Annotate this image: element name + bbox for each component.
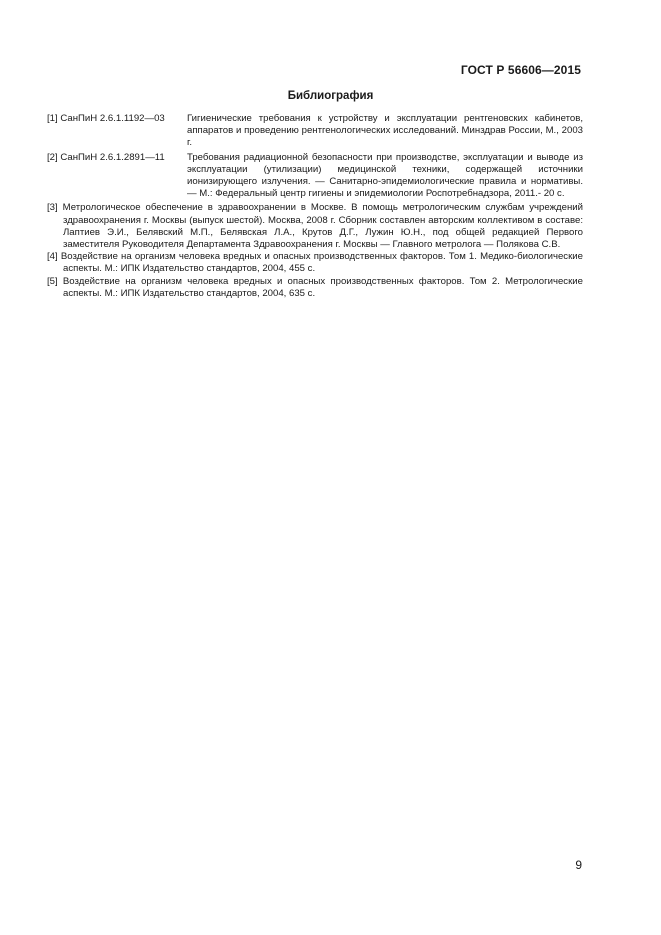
page-number: 9 [575,858,582,872]
entry-text: Требования радиационной безопасности при производстве, эксплуатации и выводе из эксплуатации (утилизации) медицинской техники, содержащей источники ионизирующего излучения. — Санитарно-эпидемиологические правила и нормативы. — М.: Федеральный центр гигиены и эпидемиологии Роспотребнадзора, 2011.- 20 с. [187,151,583,200]
bibliography-entry-3 [47,202,583,251]
entry-text: Гигиенические требования к устройству и эксплуатации рентгеновских кабинетов, аппаратов и проведению рентгенологических исследований. Минздрав России, М., 2003 г. [187,113,583,149]
entry-number: [1] [47,113,58,124]
entry-code: СанПиН 2.6.1.2891—11 [60,151,165,163]
entry-code: СанПиН 2.6.1.1192—03 [60,113,165,124]
standard-designation: ГОСТ Р 56606—2015 [460,63,581,77]
entry-text: Воздействие на организм человека вредных и опасных производственных факторов. Том 2. Метрологические аспекты. М.: ИПК Издательство стандартов, 2004, 635 с. [62,275,584,299]
bibliography-entry-5 [47,276,583,300]
entry-number: [4] [47,251,58,263]
entry-number: [3] [47,202,58,214]
bibliography-list [47,113,583,300]
entry-number: [2] [47,151,58,163]
entry-reference [47,152,187,201]
bibliography-entry-4 [47,251,583,275]
entry-text: Метрологическое обеспечение в здравоохранении в Москве. В помощь метрологическим службам учреждений здравоохранения г. Москвы (выпуск шестой). Москва, 2008 г. Сборник составлен авторским коллективом в составе: Лаптиев Э.И., Белявский М.П., Белявская Л.А., Крутов Д.Г., Лужин Ю.Н., под общей редакцией Первого заместителя Руководителя Департамента Здравоохранения г. Москвы — Главного метролога — Полякова С.В. [62,202,583,251]
entry-number: [5] [47,275,58,287]
bibliography-entry-1 [47,113,583,150]
bibliography-title: Библиография [287,90,374,102]
entry-reference [47,113,187,150]
entry-text: Воздействие на организм человека вредных и опасных производственных факторов. Том 1. Медико-биологические аспекты. М.: ИПК Издательство стандартов, 2004, 455 с. [60,251,583,275]
bibliography-entry-2 [47,152,583,201]
